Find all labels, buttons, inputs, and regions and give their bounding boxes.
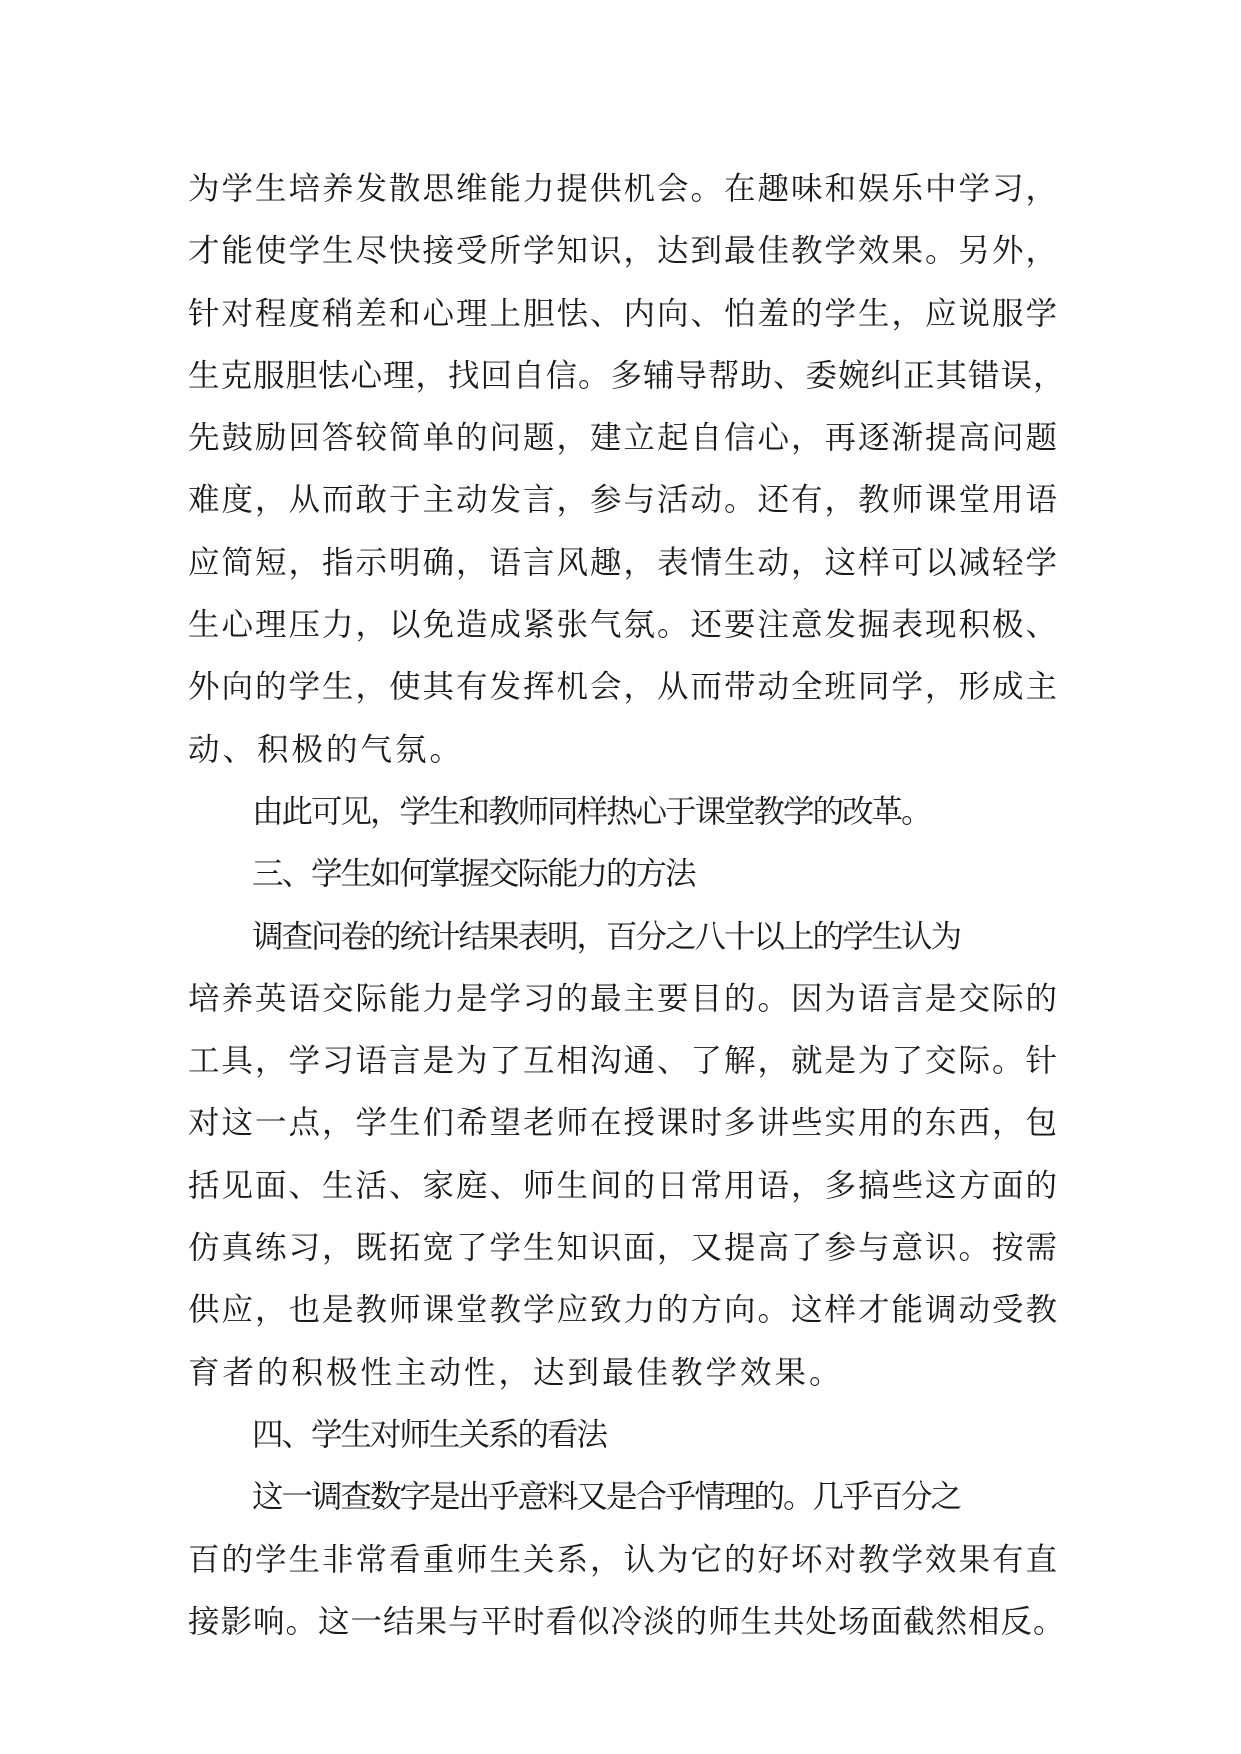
text-line: 对这一点，学生们希望老师在授课时多讲些实用的东西，包 — [188, 1105, 1060, 1142]
document-body — [188, 158, 1066, 1653]
text-line: 供应，也是教师课堂教学应致力的方向。这样才能调动受教 — [188, 1292, 1060, 1329]
text-line: 仿真练习，既拓宽了学生知识面，又提高了参与意识。按需 — [188, 1230, 1060, 1267]
text-line: 三、学生如何掌握交际能力的方法 — [252, 856, 695, 893]
text-line: 这一调查数字是出乎意料又是合乎情理的。几乎百分之 — [252, 1479, 961, 1516]
text-line: 为学生培养发散思维能力提供机会。在趣味和娱乐中学习， — [188, 171, 1060, 207]
text-line: 培养英语交际能力是学习的最主要目的。因为语言是交际的 — [188, 980, 1060, 1017]
text-line: 工具，学习语言是为了互相沟通、了解，就是为了交际。针 — [188, 1043, 1060, 1080]
text-line: 百的学生非常看重师生关系，认为它的好坏对教学效果有直 — [188, 1541, 1060, 1578]
text-line: 育者的积极性主动性，达到最佳教学效果。 — [188, 1354, 844, 1391]
text-line: 先鼓励回答较简单的问题，建立起自信心，再逐渐提高问题 — [188, 420, 1060, 457]
text-line: 应简短，指示明确，语言风趣，表情生动，这样可以减轻学 — [188, 544, 1060, 581]
text-line: 才能使学生尽快接受所学知识，达到最佳教学效果。另外， — [188, 233, 1060, 270]
text-line: 四、学生对师生关系的看法 — [252, 1416, 607, 1453]
text-line: 接影响。这一结果与平时看似冷淡的师生共处场面截然相反。 — [188, 1603, 1066, 1640]
text-line: 生克服胆怯心理，找回自信。多辅导帮助、委婉纠正其错误， — [188, 357, 1066, 394]
text-line: 动、积极的气氛。 — [188, 731, 465, 768]
text-line: 括见面、生活、家庭、师生间的日常用语，多搞些这方面的 — [188, 1167, 1060, 1204]
text-line: 生心理压力，以免造成紧张气氛。还要注意发掘表现积极、 — [188, 607, 1060, 644]
text-line: 难度，从而敢于主动发言，参与活动。还有，教师课堂用语 — [188, 482, 1060, 519]
text-line: 由此可见，学生和教师同样热心于课堂教学的改革。 — [252, 793, 931, 830]
text-line: 调查问卷的统计结果表明，百分之八十以上的学生认为 — [252, 918, 961, 955]
text-line: 针对程度稍差和心理上胆怯、内向、怕羞的学生，应说服学 — [188, 295, 1060, 332]
text-line: 外向的学生，使其有发挥机会，从而带动全班同学，形成主 — [188, 669, 1060, 706]
